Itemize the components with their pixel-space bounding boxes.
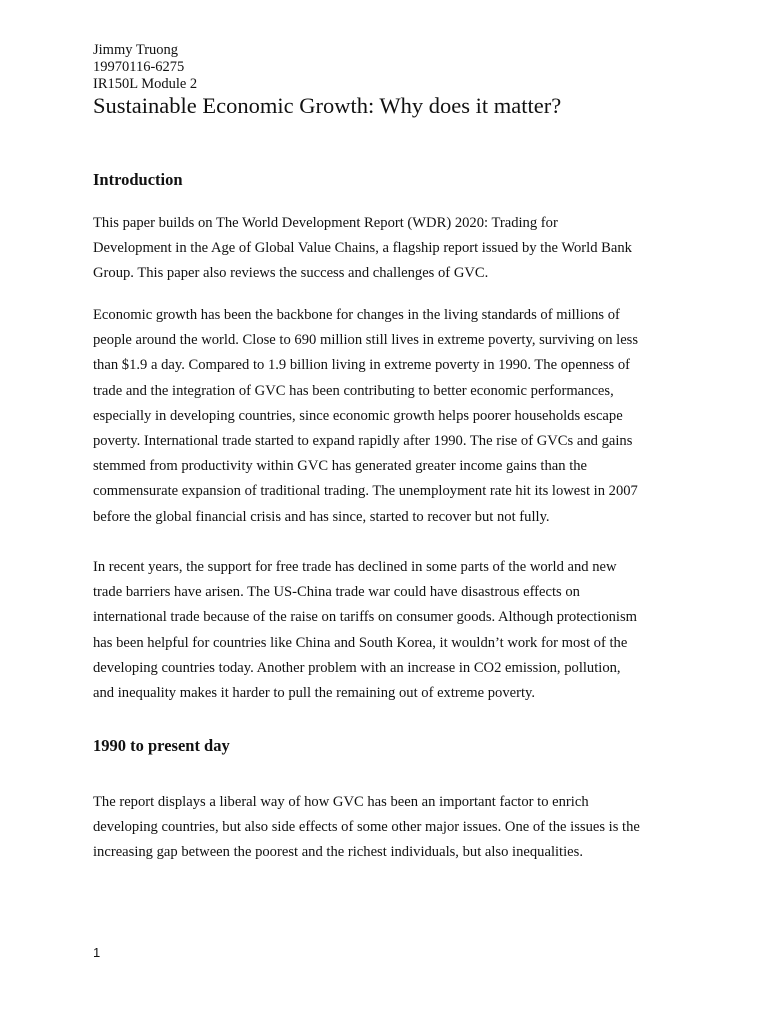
paragraph (93, 790, 683, 866)
paragraph-line: developing countries today. Another problem with an increase in CO2 emission, pollution, (93, 659, 621, 676)
author-name: Jimmy Truong (93, 42, 179, 58)
paragraph-line: increasing gap between the poorest and the richest individuals, but also inequalities. (93, 844, 583, 861)
paragraph-line: stemmed from productivity within GVC has generated greater income gains than the (93, 458, 588, 475)
paragraph-line: before the global financial crisis and has since, started to recover but not fully. (93, 508, 550, 525)
paragraph-line: This paper builds on The World Development Report (WDR) 2020: Trading for (93, 215, 558, 231)
paragraph-line: trade and the integration of GVC has been contributing to better economic performances, (93, 382, 614, 399)
paragraph-line: trade barriers have arisen. The US-China trade war could have disastrous effects on (93, 584, 580, 601)
page-number: 1 (93, 945, 101, 960)
paragraph (93, 211, 683, 287)
paragraph (93, 303, 683, 530)
student-id: 19970116-6275 (93, 59, 185, 75)
paragraph-line: developing countries, but also side effects of some other major issues. One of the issues is the (93, 819, 640, 836)
paragraph-line: Development in the Age of Global Value Chains, a flagship report issued by the World Bank (93, 240, 632, 257)
paragraph-line: people around the world. Close to 690 million still lives in extreme poverty, surviving on less (93, 332, 639, 349)
paragraph-line: and inequality makes it harder to pull the remaining out of extreme poverty. (93, 685, 536, 702)
paragraph-line: especially in developing countries, since economic growth helps poorer households escape (93, 407, 623, 424)
section-heading-1990-to-present: 1990 to present day (93, 736, 230, 755)
course-name: IR150L Module 2 (93, 76, 198, 92)
paragraph-line: poverty. International trade started to expand rapidly after 1990. The rise of GVCs and gains (93, 433, 633, 450)
paragraph-line: Economic growth has been the backbone for changes in the living standards of millions of (93, 307, 620, 323)
paragraph-line: In recent years, the support for free trade has declined in some parts of the world and new (93, 559, 617, 575)
paragraph-line: has been helpful for countries like China and South Korea, it wouldn’t work for most of the (93, 634, 628, 651)
section-heading-introduction: Introduction (93, 170, 183, 189)
paragraph-line: than $1.9 a day. Compared to 1.9 billion living in extreme poverty in 1990. The openness of (93, 357, 631, 374)
author-header (93, 42, 197, 93)
paragraph-line: Group. This paper also reviews the success and challenges of GVC. (93, 265, 489, 282)
paragraph-line: international trade because of the raise on tariffs on consumer goods. Although protectionism (93, 609, 638, 626)
paragraph-line: commensurate expansion of traditional trading. The unemployment rate hit its lowest in 2007 (93, 483, 638, 500)
paragraph (93, 555, 683, 706)
document-title: Sustainable Economic Growth: Why does it matter? (93, 93, 562, 118)
paragraph-line: The report displays a liberal way of how GVC has been an important factor to enrich (93, 794, 589, 810)
